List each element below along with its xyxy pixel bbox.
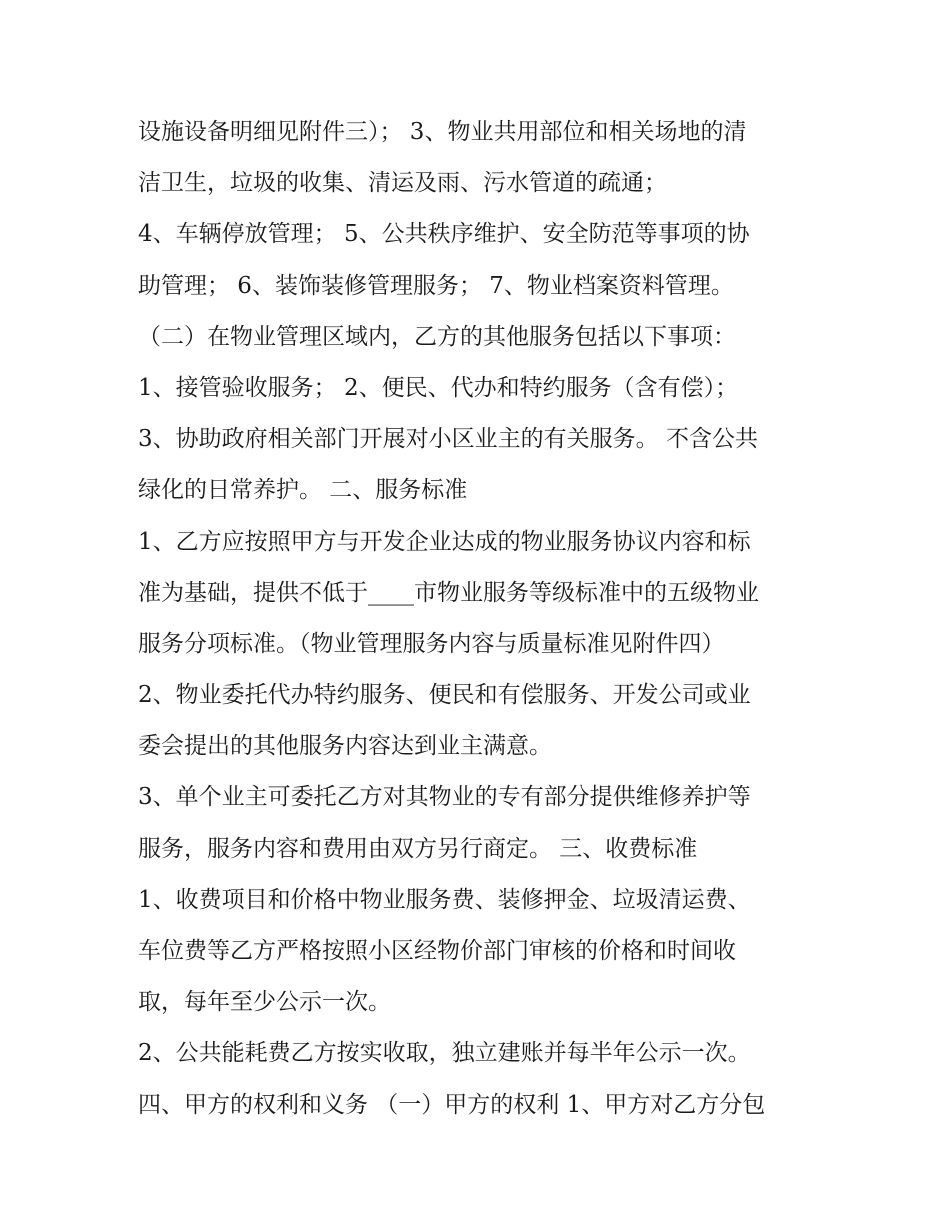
text-line: 1、接管验收服务； 2、便民、代办和特约服务（含有偿）； bbox=[138, 374, 739, 401]
text-line: 洁卫生，垃圾的收集、清运及雨、污水管道的疏通； bbox=[138, 170, 667, 197]
text-line: 准为基础，提供不低于____市物业服务等级标准中的五级物业 bbox=[138, 579, 759, 606]
text-line: （二）在物业管理区域内，乙方的其他服务包括以下事项： bbox=[138, 323, 736, 350]
text-line: 车位费等乙方严格按照小区经物价部门审核的价格和时间收 bbox=[138, 938, 736, 964]
text-line: 设施设备明细见附件三）； 3、物业共用部位和相关场地的清 bbox=[138, 119, 747, 145]
text-line: 1、乙方应按照甲方与开发企业达成的物业服务协议内容和标 bbox=[138, 528, 751, 555]
text-line: 服务，服务内容和费用由双方另行商定。 三、收费标准 bbox=[138, 835, 698, 862]
text-line: 2、物业委托代办特约服务、便民和有偿服务、开发公司或业 bbox=[138, 682, 751, 709]
text-line: 4、车辆停放管理； 5、公共秩序维护、安全防范等事项的协 bbox=[138, 221, 750, 248]
text-line: 绿化的日常养护。 二、服务标准 bbox=[138, 477, 468, 504]
text-line: 1、收费项目和价格中物业服务费、装修押金、垃圾清运费、 bbox=[138, 886, 751, 913]
text-line: 委会提出的其他服务内容达到业主满意。 bbox=[138, 733, 552, 760]
text-line: 2、公共能耗费乙方按实收取，独立建账并每半年公示一次。 bbox=[138, 1040, 751, 1067]
text-line: 3、单个业主可委托乙方对其物业的专有部分提供维修养护等 bbox=[138, 784, 751, 811]
text-line: 服务分项标准。（物业管理服务内容与质量标准见附件四） bbox=[138, 630, 725, 657]
text-line: 四、甲方的权利和义务 （一）甲方的权利 1、甲方对乙方分包 bbox=[138, 1091, 766, 1118]
document-body bbox=[138, 107, 838, 1131]
text-line: 取，每年至少公示一次。 bbox=[138, 989, 391, 1016]
text-line: 3、协助政府相关部门开展对小区业主的有关服务。 不含公共 bbox=[138, 426, 758, 453]
text-line: 助管理； 6、装饰装修管理服务； 7、物业档案资料管理。 bbox=[138, 272, 734, 299]
